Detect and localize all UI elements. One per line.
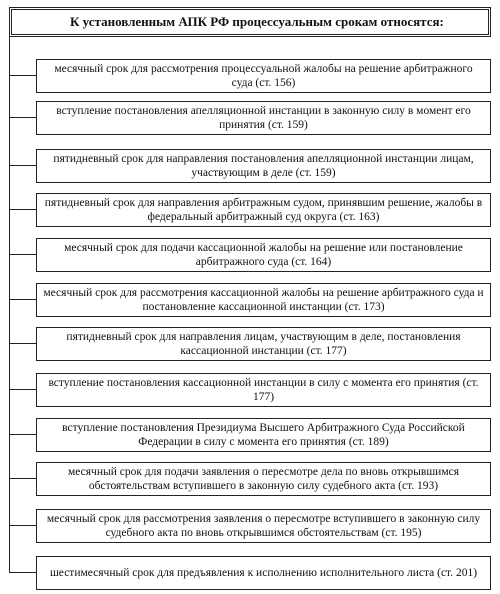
list-item [9,59,491,93]
item-box: пятидневный срок для направления лицам, участвующим в деле, постановления кассационной инстанции (ст. 177) [36,327,491,361]
list-item [9,149,491,183]
horizontal-connector [9,572,36,573]
horizontal-connector [9,525,36,526]
item-box: вступление постановления Президиума Высшего Арбитражного Суда Российской Федерации в силу с момента его принятия (ст. 189) [36,418,491,452]
item-box: пятидневный срок для направления арбитражным судом, принявшим решение, жалобы в федеральный арбитражный суд округа (ст. 163) [36,193,491,227]
list-item [9,238,491,272]
list-item [9,283,491,317]
item-box: пятидневный срок для направления постановления апелляционной инстанции лицам, участвующим в деле (ст. 159) [36,149,491,183]
item-box: месячный срок для рассмотрения заявления о пересмотре вступившего в законную силу судебного акта по вновь открывшимся обстоятельствам (ст. 195) [36,509,491,543]
list-item [9,556,491,590]
item-box: вступление постановления кассационной инстанции в силу с момента его принятия (ст. 177) [36,373,491,407]
list-item [9,327,491,361]
horizontal-connector [9,389,36,390]
list-item [9,193,491,227]
list-item [9,373,491,407]
horizontal-connector [9,254,36,255]
header-title: К установленным АПК РФ процессуальным срокам относятся: [70,14,444,29]
list-item [9,101,491,135]
item-box: месячный срок для рассмотрения кассационной жалобы на решение арбитражного суда и постановление кассационной инстанции (ст. 173) [36,283,491,317]
horizontal-connector [9,478,36,479]
list-item [9,418,491,452]
item-box: шестимесячный срок для предъявления к исполнению исполнительного листа (ст. 201) [36,556,491,590]
item-box: месячный срок для подачи кассационной жалобы на решение или постановление арбитражного суда (ст. 164) [36,238,491,272]
horizontal-connector [9,75,36,76]
item-box: месячный срок для подачи заявления о пересмотре дела по вновь открывшимся обстоятельствам вступившего в законную силу судебного акта (ст. 193) [36,462,491,496]
horizontal-connector [9,165,36,166]
horizontal-connector [9,434,36,435]
horizontal-connector [9,299,36,300]
horizontal-connector [9,343,36,344]
horizontal-connector [9,209,36,210]
list-item [9,462,491,496]
diagram-header [9,7,491,37]
item-box: месячный срок для рассмотрения процессуальной жалобы на решение арбитражного суда (ст. 156) [36,59,491,93]
horizontal-connector [9,117,36,118]
item-box: вступление постановления апелляционной инстанции в законную силу в момент его принятия (ст. 159) [36,101,491,135]
list-item [9,509,491,543]
